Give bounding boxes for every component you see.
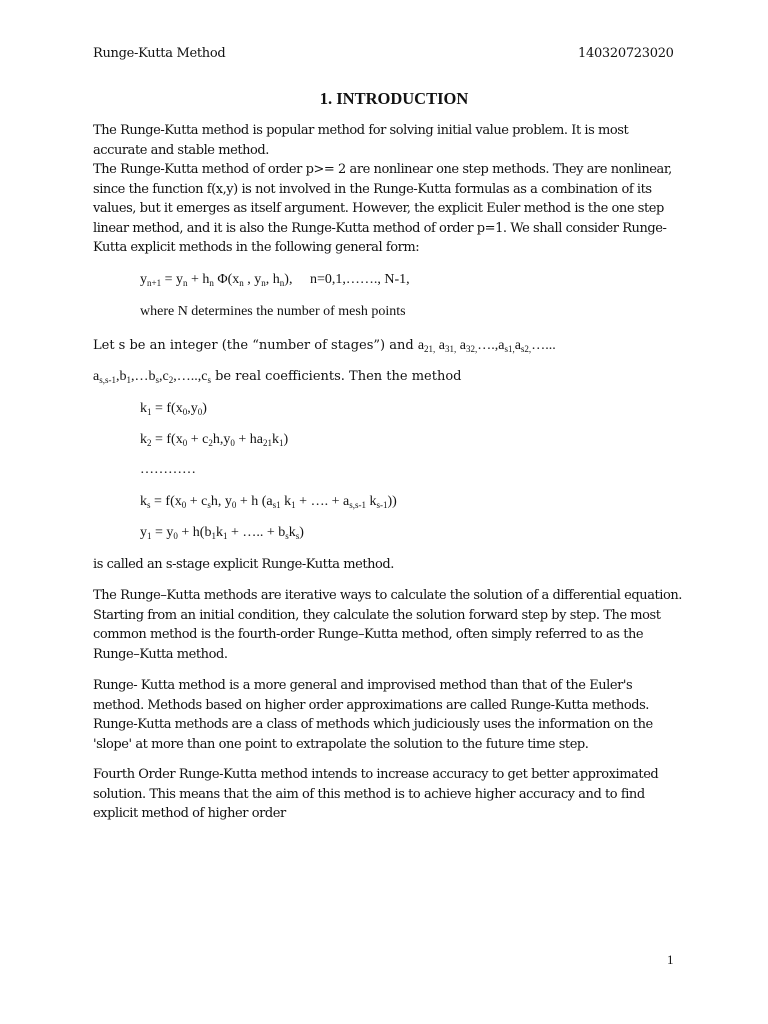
page-number: 1: [667, 952, 674, 967]
general-form-equation: $y_{n+1} = y_n + h_n$ $\Phi(x_n$ , $y_n$, $h_n$), n=0,1,……., N-1,: [140, 272, 410, 288]
stages-line: Let s be an integer (the “number of stages”) and $a_{21,}$ $a_{31,}$ $a_{32,}\dots.,a_{s1,}a_{s2,}\dots$...: [93, 338, 556, 354]
paragraph-text: The Runge-Kutta method is popular method for solving initial value problem. It is most accurate and stable method.: [93, 123, 629, 158]
paragraph-text: The Runge-Kutta method of order p>= 2 are nonlinear one step methods. They are nonlinear, since the function f(x,y) is not involved in the Runge-Kutta formulas as a combination of its values, but it emerges as itself argument. However, the explicit Euler method is the one step linear method, and it is also the Runge-Kutta method of order p=1. We shall consider Runge-Kutta explicit methods in the following general form:: [93, 162, 672, 255]
equation-k2: $k_2 = f(x_0 + c_2h,y_0 + ha_{21}k_1)$: [140, 432, 289, 448]
coefficients-line: $a_{s,s-1},b_1,\dots b_s,c_2,\dots..,c_s$ be real coefficients. Then the method: [93, 369, 462, 385]
paragraph-fourth-order: Fourth Order Runge-Kutta method intends to increase accuracy to get better approximated solution. This means that the aim of this method is to achieve higher accuracy and to find explicit method of higher order: [93, 767, 659, 821]
equation-k1: $k_1 = f(x_0,y_0)$: [140, 401, 207, 417]
mesh-note: where N determines the number of mesh points: [140, 304, 406, 319]
coefficients-text: be real coefficients. Then the method: [210, 369, 462, 384]
called-line: is called an s-stage explicit Runge-Kutta method.: [93, 557, 394, 572]
header-title: Runge-Kutta Method: [93, 46, 226, 61]
equation-ks: $k_s = f(x_0 + c_sh$, $y_0 + h$ ($a_{s1}$ $k_1$ + …. + $a_{s,s-1}$ $k_{s-1}$)): [140, 494, 397, 510]
equation-y1: $y_1 = y_0 + h(b_1k_1$ + ….. + $b_sk_s$): [140, 525, 304, 541]
header-id: 140320723020: [578, 46, 674, 61]
section-heading: 1. INTRODUCTION: [319, 89, 469, 108]
paragraph-iterative: The Runge–Kutta methods are iterative ways to calculate the solution of a differential equation. Starting from an initial condition, they calculate the solution forward step by step. The most common method is the fourth-order Runge–Kutta method, often simply referred to as the Runge–Kutta method.: [93, 588, 682, 662]
stages-text: Let s be an integer (the “number of stages”) and: [93, 338, 418, 353]
paragraph-general: Runge- Kutta method is a more general and improvised method than that of the Euler's method. Methods based on higher order approximations are called Runge-Kutta methods. Runge-Kutta methods are a class of methods which judiciously uses the information on the 'slope' at more than one point to extrapolate the solution to the future time step.: [93, 678, 653, 752]
ellipsis-line: …………: [140, 462, 196, 477]
intro-paragraph-1: [93, 121, 683, 258]
